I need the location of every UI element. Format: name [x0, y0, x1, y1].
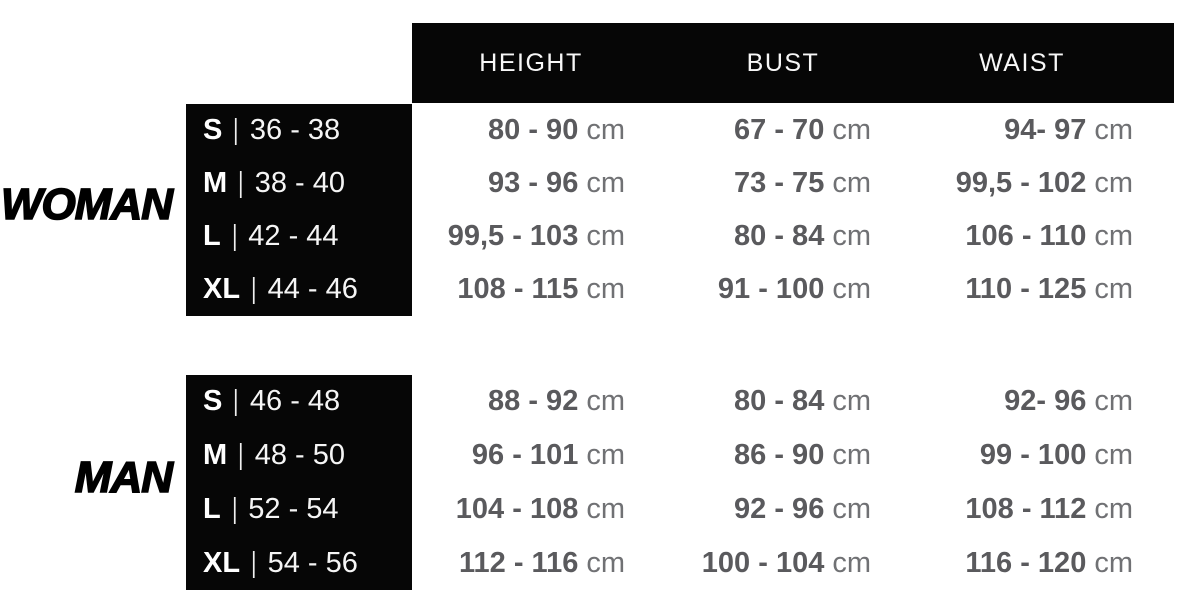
group-label-man: MAN	[74, 453, 172, 502]
unit-label: cm	[586, 439, 625, 472]
unit-label: cm	[832, 385, 871, 418]
unit-label: cm	[832, 167, 871, 199]
size-separator: |	[238, 439, 244, 472]
table-row	[412, 210, 1178, 263]
size-row-woman-l	[186, 210, 412, 263]
column-header-height: HEIGHT	[479, 48, 583, 77]
unit-label: cm	[586, 492, 625, 525]
unit-label: cm	[1094, 385, 1133, 418]
size-range: 48 - 50	[254, 439, 346, 472]
woman-values	[412, 104, 1178, 316]
unit-label: cm	[586, 273, 625, 305]
size-letter: L	[203, 492, 221, 525]
size-row-man-s	[186, 375, 412, 429]
cell-waist: 110 - 125 cm	[965, 273, 1133, 305]
table-row	[412, 483, 1178, 537]
size-letter: XL	[203, 273, 241, 305]
unit-label: cm	[832, 439, 871, 472]
size-range: 42 - 44	[248, 220, 339, 252]
size-separator: |	[233, 385, 239, 418]
size-separator: |	[233, 114, 239, 146]
column-header-bust: BUST	[746, 48, 820, 77]
cell-bust: 73 - 75 cm	[734, 167, 871, 199]
cell-height: 104 - 108 cm	[455, 492, 625, 525]
size-letter: XL	[203, 546, 241, 579]
unit-label: cm	[586, 114, 625, 146]
size-letter: M	[203, 167, 228, 199]
cell-height: 88 - 92 cm	[488, 385, 625, 418]
unit-label: cm	[832, 546, 871, 579]
cell-height: 96 - 101 cm	[471, 439, 625, 472]
unit-label: cm	[586, 385, 625, 418]
size-letter: S	[203, 385, 223, 418]
table-row	[412, 536, 1178, 590]
unit-label: cm	[1094, 273, 1133, 305]
unit-label: cm	[832, 220, 871, 252]
cell-height: 99,5 - 103 cm	[447, 220, 625, 252]
size-letter: L	[203, 220, 221, 252]
cell-bust: 91 - 100 cm	[717, 273, 871, 305]
size-range: 44 - 46	[267, 273, 358, 305]
man-values	[412, 375, 1178, 590]
size-row-man-l	[186, 483, 412, 537]
unit-label: cm	[1094, 167, 1133, 199]
cell-bust: 80 - 84 cm	[734, 220, 871, 252]
cell-waist: 94- 97 cm	[1004, 114, 1133, 146]
unit-label: cm	[586, 220, 625, 252]
size-row-woman-m	[186, 157, 412, 210]
cell-waist: 92- 96 cm	[1004, 385, 1133, 418]
unit-label: cm	[832, 492, 871, 525]
cell-height: 112 - 116 cm	[458, 546, 625, 579]
unit-label: cm	[586, 167, 625, 199]
size-range: 46 - 48	[249, 385, 341, 418]
cell-bust: 92 - 96 cm	[734, 492, 871, 525]
cell-bust: 86 - 90 cm	[734, 439, 871, 472]
cell-height: 108 - 115 cm	[457, 273, 625, 305]
size-range: 38 - 40	[254, 167, 346, 199]
unit-label: cm	[1094, 439, 1133, 472]
size-row-woman-xl	[186, 263, 412, 316]
column-header-waist: WAIST	[979, 48, 1065, 77]
table-row	[412, 263, 1178, 316]
size-letter: S	[203, 114, 223, 146]
cell-bust: 67 - 70 cm	[734, 114, 871, 146]
table-row	[412, 157, 1178, 210]
man-size-box	[186, 375, 412, 590]
cell-height: 80 - 90 cm	[488, 114, 625, 146]
cell-waist: 106 - 110 cm	[965, 220, 1133, 252]
size-row-woman-s	[186, 104, 412, 157]
cell-waist: 116 - 120 cm	[965, 546, 1133, 579]
size-separator: |	[251, 273, 257, 305]
unit-label: cm	[832, 273, 871, 305]
cell-bust: 80 - 84 cm	[734, 385, 871, 418]
table-row	[412, 375, 1178, 429]
size-range: 54 - 56	[267, 546, 358, 579]
size-separator: |	[231, 492, 238, 525]
unit-label: cm	[832, 114, 871, 146]
woman-size-box	[186, 104, 412, 316]
cell-waist: 108 - 112 cm	[965, 492, 1133, 525]
size-separator: |	[238, 167, 244, 199]
size-row-man-xl	[186, 536, 412, 590]
size-range: 36 - 38	[249, 114, 341, 146]
size-letter: M	[203, 439, 228, 472]
unit-label: cm	[1094, 220, 1133, 252]
table-row	[412, 429, 1178, 483]
size-separator: |	[251, 546, 257, 579]
unit-label: cm	[1094, 492, 1133, 525]
cell-waist: 99 - 100 cm	[979, 439, 1133, 472]
unit-label: cm	[1094, 114, 1133, 146]
cell-waist: 99,5 - 102 cm	[955, 167, 1133, 199]
group-label-woman: WOMAN	[1, 180, 172, 229]
size-range: 52 - 54	[248, 492, 339, 525]
unit-label: cm	[586, 546, 625, 579]
table-row	[412, 104, 1178, 157]
size-row-man-m	[186, 429, 412, 483]
cell-bust: 100 - 104 cm	[701, 546, 871, 579]
cell-height: 93 - 96 cm	[488, 167, 625, 199]
table-header-bar	[412, 23, 1174, 103]
unit-label: cm	[1094, 546, 1133, 579]
size-separator: |	[231, 220, 238, 252]
